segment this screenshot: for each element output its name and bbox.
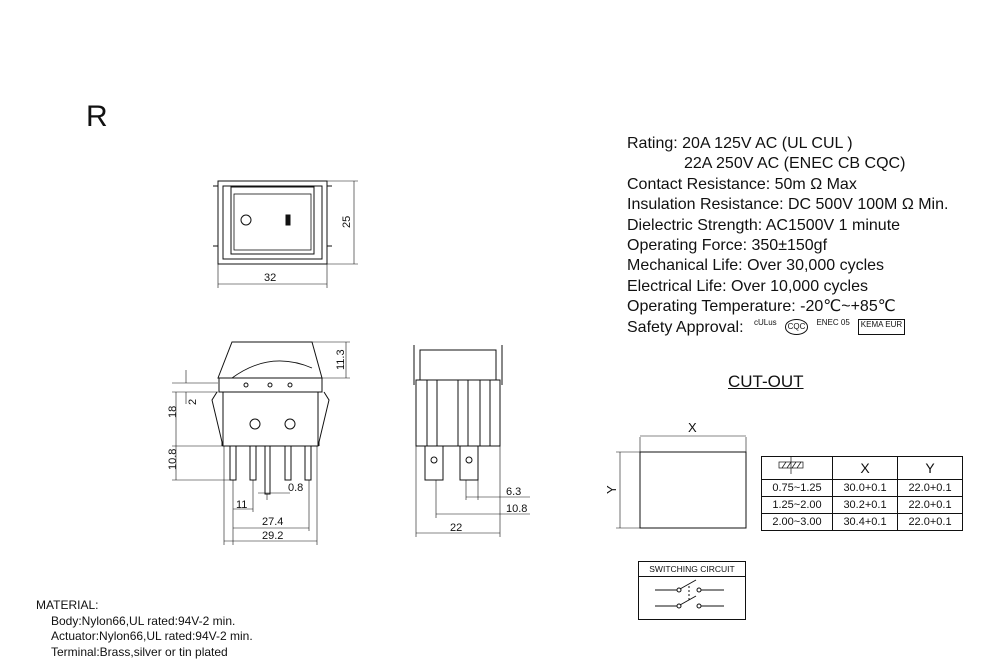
- spec-operating-temperature: Operating Temperature: -20℃~+85℃: [627, 298, 896, 316]
- panel-thickness-cell: 2.00~3.00: [762, 514, 833, 531]
- top-view: [213, 181, 358, 288]
- indicator-o-icon: [241, 215, 251, 225]
- dim-terminal-span: 27.4: [262, 516, 284, 528]
- panel-thickness-cell: 1.25~2.00: [762, 497, 833, 514]
- series-letter: R: [86, 100, 108, 133]
- dim-body-height: 18: [167, 405, 179, 418]
- dim-terminal-length: 10.8: [167, 448, 179, 470]
- table-header-row: [762, 457, 963, 480]
- material-actuator: Actuator:Nylon66,UL rated:94V-2 min.: [51, 629, 253, 643]
- spec-contact-resistance: Contact Resistance: 50m Ω Max: [627, 175, 857, 193]
- cutout-y-label: Y: [604, 485, 619, 494]
- spec-electrical-life: Electrical Life: Over 10,000 cycles: [627, 277, 868, 295]
- x-header: X: [833, 457, 898, 480]
- spec-dielectric-strength: Dielectric Strength: AC1500V 1 minute: [627, 216, 901, 234]
- spec-rating: Rating: 20A 125V AC (UL CUL ): [627, 135, 853, 152]
- front-view: [172, 342, 350, 545]
- cutout-view: [616, 436, 746, 528]
- y-cell: 22.0+0.1: [898, 514, 963, 531]
- dim-actuator-height: 11.3: [335, 349, 347, 370]
- dim-side-terminal-length: 10.8: [506, 503, 528, 515]
- y-cell: 22.0+0.1: [898, 497, 963, 514]
- x-cell: 30.2+0.1: [833, 497, 898, 514]
- switching-circuit-box: [638, 561, 746, 620]
- spec-insulation-resistance: Insulation Resistance: DC 500V 100M Ω Min.: [627, 196, 949, 214]
- dim-tab-width: 6.3: [506, 486, 522, 498]
- dim-terminal-thickness: 0.8: [288, 482, 304, 494]
- panel-thickness-header: [762, 457, 833, 480]
- enec-mark-icon: ENEC 05: [816, 318, 850, 328]
- material-terminal: Terminal:Brass,silver or tin plated: [51, 644, 228, 659]
- x-cell: 30.4+0.1: [833, 514, 898, 531]
- switching-circuit-label: SWITCHING CIRCUIT: [639, 562, 745, 577]
- dim-top-width: 32: [264, 272, 277, 284]
- table-row: [762, 480, 963, 497]
- dim-side-width: 22: [450, 522, 463, 534]
- cutout-x-label: X: [688, 420, 697, 435]
- kema-mark-icon: KEMA EUR: [858, 319, 905, 335]
- spec-mechanical-life: Mechanical Life: Over 30,000 cycles: [627, 257, 885, 275]
- spec-operating-force: Operating Force: 350±150gf: [627, 237, 828, 255]
- cutout-title: CUT-OUT: [728, 372, 804, 391]
- panel-thickness-cell: 0.75~1.25: [762, 480, 833, 497]
- material-body: Body:Nylon66,UL rated:94V-2 min.: [51, 613, 236, 628]
- cutout-table: [761, 456, 963, 531]
- y-header: Y: [898, 457, 963, 480]
- y-cell: 22.0+0.1: [898, 480, 963, 497]
- safety-approval-label: Safety Approval:: [627, 318, 744, 336]
- dim-2: 2: [187, 398, 199, 405]
- spec-rating-2: 22A 250V AC (ENEC CB CQC): [684, 155, 906, 173]
- dim-top-height: 25: [341, 215, 353, 228]
- material-section: [36, 598, 253, 660]
- x-cell: 30.0+0.1: [833, 480, 898, 497]
- dim-terminal-pitch: 11: [236, 499, 248, 511]
- table-row: [762, 497, 963, 514]
- cul-mark-icon: cULus: [753, 318, 777, 328]
- cqc-mark-icon: CQC: [785, 319, 809, 335]
- table-row: [762, 514, 963, 531]
- indicator-i-icon: [286, 215, 290, 225]
- material-title: MATERIAL:: [36, 598, 99, 612]
- dim-overall-width: 29.2: [262, 530, 284, 542]
